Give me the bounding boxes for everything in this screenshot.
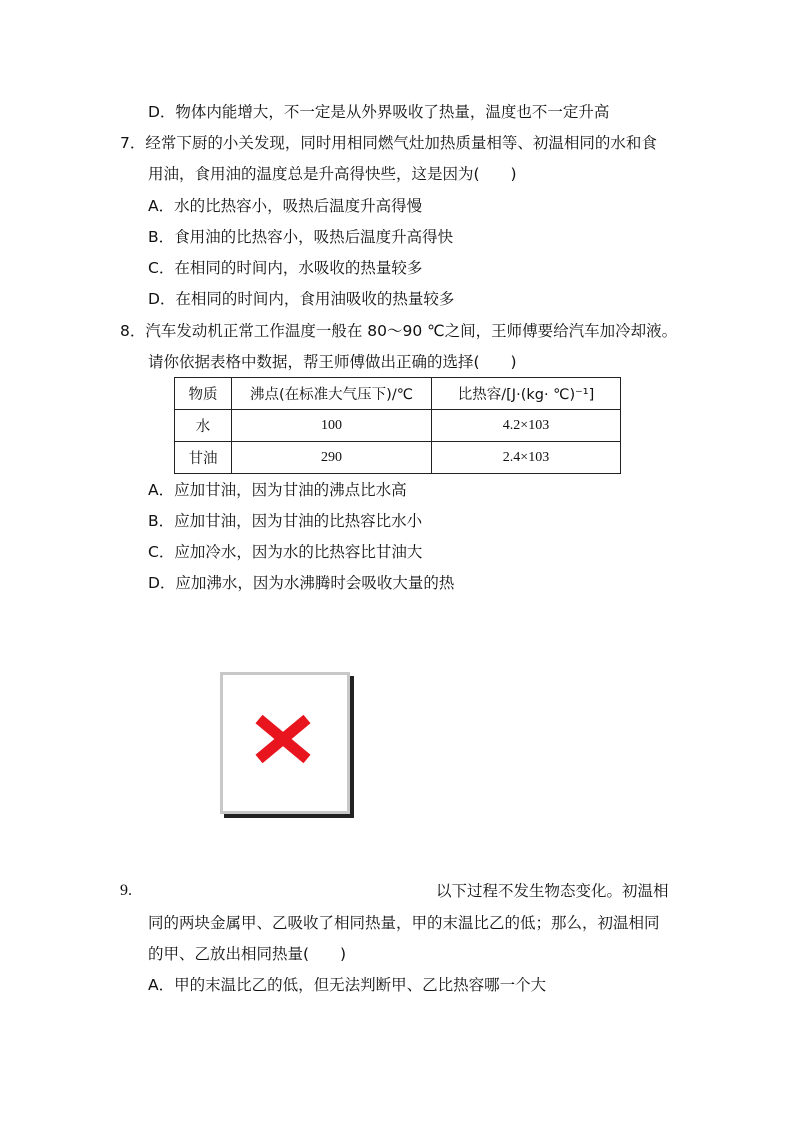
q7-option-d: D．在相同的时间内，食用油吸收的热量较多	[148, 290, 455, 308]
table-cell: 2.4×103	[432, 442, 621, 474]
broken-image-icon	[220, 672, 350, 814]
q7-option-b: B．食用油的比热容小，吸热后温度升高得快	[148, 228, 454, 246]
table-cell: 4.2×103	[432, 410, 621, 442]
table-row	[175, 410, 621, 442]
table-cell: 290	[232, 442, 432, 474]
q8-stem-line-1: 8．汽车发动机正常工作温度一般在 80～90 ℃之间，王师傅要给汽车加冷却液。	[120, 322, 678, 340]
table-cell: 100	[232, 410, 432, 442]
q8-option-c: C．应加冷水，因为水的比热容比甘油大	[148, 543, 423, 561]
q7-stem-line-1: 7．经常下厨的小关发现，同时用相同燃气灶加热质量相等、初温相同的水和食	[120, 134, 657, 152]
q8-option-a: A．应加甘油，因为甘油的沸点比水高	[148, 481, 407, 499]
table-header-row	[175, 378, 621, 410]
q9-option-a: A．甲的末温比乙的低，但无法判断甲、乙比热容哪一个大	[148, 976, 547, 994]
q9-stem-line-3: 的甲、乙放出相同热量( )	[148, 945, 347, 963]
red-cross-icon	[255, 715, 311, 763]
q8-stem-line-2: 请你依据表格中数据，帮王师傅做出正确的选择( )	[148, 353, 517, 371]
q6-option-d: D．物体内能增大，不一定是从外界吸收了热量，温度也不一定升高	[148, 103, 610, 121]
table-cell: 甘油	[175, 442, 232, 474]
table-header-cell: 比热容/[J·(kg· ℃)⁻¹]	[432, 378, 621, 410]
table-header-cell: 物质	[175, 378, 232, 410]
table-cell: 水	[175, 410, 232, 442]
table-row	[175, 442, 621, 474]
q9-stem-line-2: 同的两块金属甲、乙吸收了相同热量，甲的末温比乙的低；那么，初温相同	[148, 914, 660, 932]
q9-number: 9.	[120, 882, 132, 899]
q8-option-b: B．应加甘油，因为甘油的比热容比水小	[148, 512, 423, 530]
q8-data-table	[174, 377, 621, 474]
table-header-cell: 沸点(在标准大气压下)/℃	[232, 378, 432, 410]
q9-stem-line-1: 以下过程不发生物态变化。初温相	[436, 882, 669, 900]
q7-option-c: C．在相同的时间内，水吸收的热量较多	[148, 259, 423, 277]
q8-option-d: D．应加沸水，因为水沸腾时会吸收大量的热	[148, 574, 455, 592]
q7-stem-line-2: 用油，食用油的温度总是升高得快些，这是因为( )	[148, 165, 517, 183]
q7-option-a: A．水的比热容小，吸热后温度升高得慢	[148, 197, 423, 215]
